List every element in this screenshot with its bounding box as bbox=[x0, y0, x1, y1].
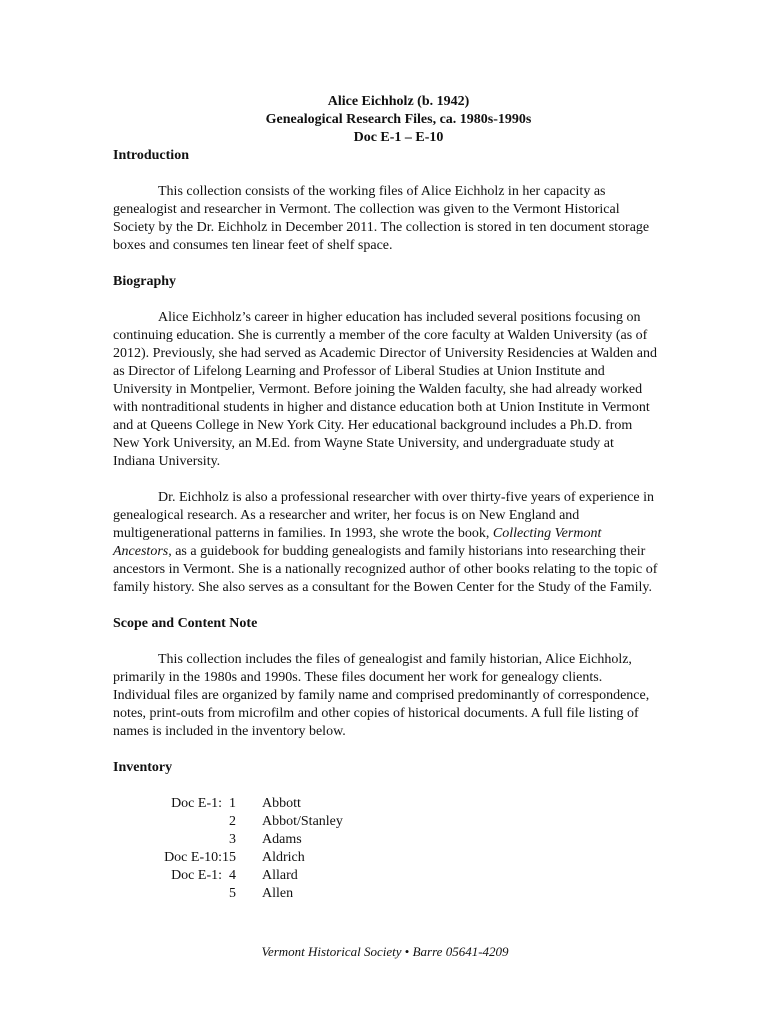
biography-p2-text-before: Dr. Eichholz is also a professional researcher with over thirty-five years of experience in genealogical research. As a researcher and writer, her focus is on New England and multigenerational patterns in families. In 1993, she wrote the book, bbox=[113, 490, 655, 541]
table-row bbox=[150, 885, 343, 903]
inventory-folder: 4 bbox=[229, 868, 236, 883]
biography-paragraph-2 bbox=[113, 489, 658, 597]
header-collector: Alice Eichholz (b. 1942) bbox=[327, 94, 470, 109]
table-row bbox=[150, 849, 343, 867]
table-row bbox=[150, 795, 343, 813]
inventory-name: Aldrich bbox=[262, 850, 305, 865]
introduction-heading: Introduction bbox=[113, 148, 189, 163]
scope-paragraph: This collection includes the files of genealogist and family historian, Alice Eichholz, primarily in the 1980s and 1990s. These files document her work for genealogy clients. Individual files are organized by family name and comprised predominantly of correspondence, notes, print-outs from microfilm and other copies of historical documents. A full file listing of names is included in the inventory below. bbox=[113, 652, 650, 739]
inventory-box: Doc E-10: bbox=[164, 850, 222, 865]
table-row bbox=[150, 831, 343, 849]
inventory-folder: 2 bbox=[229, 814, 236, 829]
biography-p2-text-after: , as a guidebook for budding genealogists and family historians into researching their ancestors in Vermont. She is a nationally recognized author of other books relating to the topic of family history. She also serves as a consultant for the Bowen Center for the Study of the Family. bbox=[113, 544, 658, 595]
inventory-box bbox=[150, 831, 222, 849]
inventory-box bbox=[150, 813, 222, 831]
document-header bbox=[139, 93, 658, 147]
page-footer bbox=[0, 943, 770, 961]
inventory-name: Adams bbox=[262, 832, 302, 847]
footer-address: Barre 05641-4209 bbox=[412, 944, 509, 959]
document-page bbox=[113, 93, 658, 903]
table-row bbox=[150, 867, 343, 885]
inventory-name: Abbott bbox=[262, 796, 301, 811]
inventory-box bbox=[150, 885, 222, 903]
book-title: Collecting Vermont Ancestors bbox=[113, 526, 602, 559]
inventory-heading: Inventory bbox=[113, 760, 173, 775]
inventory-box: Doc E-1: bbox=[171, 868, 222, 883]
inventory-folder: 3 bbox=[229, 832, 236, 847]
header-call-number: Doc E-1 – E-10 bbox=[353, 130, 444, 145]
introduction-paragraph: This collection consists of the working files of Alice Eichholz in her capacity as genealogist and researcher in Vermont. The collection was given to the Vermont Historical Society by the Dr. Eichholz in December 2011. The collection is stored in ten document storage boxes and consumes ten linear feet of shelf space. bbox=[113, 184, 650, 253]
inventory-folder: 5 bbox=[229, 886, 236, 901]
inventory-folder: 15 bbox=[222, 850, 236, 865]
biography-heading: Biography bbox=[113, 274, 177, 289]
header-title: Genealogical Research Files, ca. 1980s-1990s bbox=[265, 112, 532, 127]
inventory-folder: 1 bbox=[229, 796, 236, 811]
footer-bullet: • bbox=[404, 944, 410, 959]
inventory-name: Allen bbox=[262, 886, 294, 901]
inventory-name: Abbot/Stanley bbox=[262, 814, 343, 829]
inventory-table bbox=[150, 795, 343, 903]
inventory-name: Allard bbox=[262, 868, 298, 883]
inventory-box: Doc E-1: bbox=[171, 796, 222, 811]
biography-paragraph-1: Alice Eichholz’s career in higher education has included several positions focusing on continuing education. She is currently a member of the core faculty at Walden University (as of 2012). Previously, she had served as Academic Director of University Residencies at Walden and as Director of Lifelong Learning and Professor of Liberal Studies at Union Institute and University in Montpelier, Vermont. Before joining the Walden faculty, she had already worked with nontraditional students in higher and distance education both at Union Institute in Vermont and at Queens College in New York City. Her educational background includes a Ph.D. from New York University, an M.Ed. from Wayne State University, and undergraduate study at Indiana University. bbox=[113, 310, 657, 469]
scope-heading: Scope and Content Note bbox=[113, 616, 258, 631]
footer-organization: Vermont Historical Society bbox=[261, 944, 402, 959]
table-row bbox=[150, 813, 343, 831]
